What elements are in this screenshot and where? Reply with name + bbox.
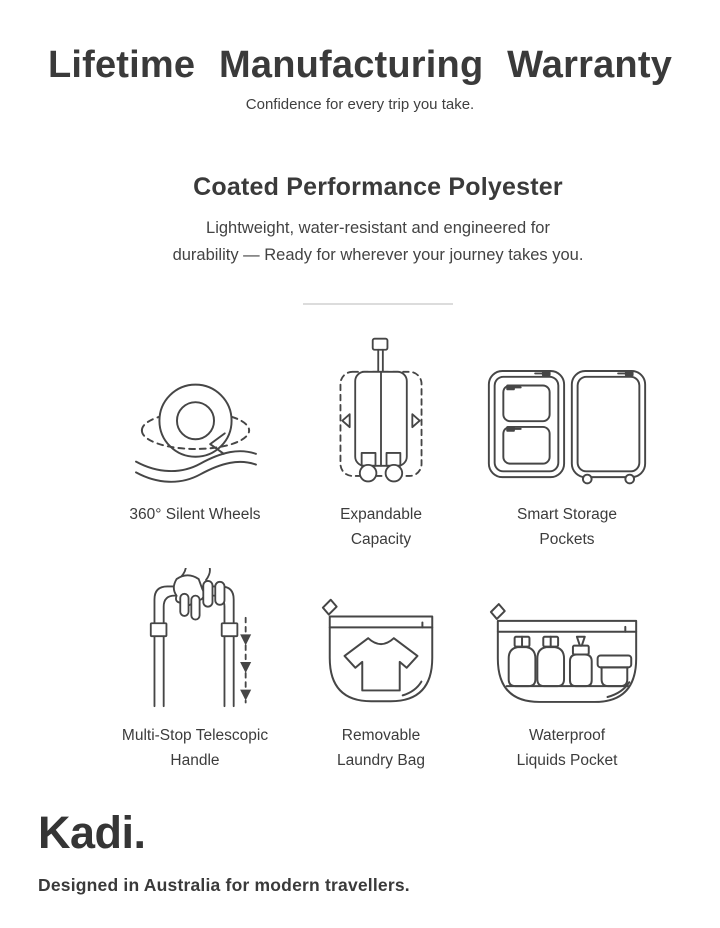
feature-label (517, 502, 617, 552)
feature-expandable-capacity (288, 335, 474, 552)
feature-label-line2: Pockets (539, 531, 595, 548)
feature-label-line1: Waterproof (528, 727, 606, 744)
material-description (36, 215, 720, 269)
feature-label-line2: Liquids Pocket (516, 752, 618, 769)
brand-footer (38, 807, 720, 896)
feature-label-line2: Capacity (350, 531, 412, 548)
material-description-line2: durability — Ready for wherever your journey takes you. (172, 246, 584, 264)
brand-logo: Kadi. (38, 807, 146, 858)
feature-silent-wheels (102, 335, 288, 552)
smart-storage-icon (485, 335, 649, 487)
telescopic-handle-icon (134, 568, 256, 708)
feature-label (337, 723, 425, 773)
page-subtitle: Confidence for every trip you take. (245, 96, 475, 113)
feature-label (517, 723, 618, 773)
feature-label-line2: Handle (170, 752, 220, 769)
feature-liquids-pocket (474, 568, 660, 773)
feature-label (122, 723, 268, 773)
feature-smart-storage (474, 335, 660, 552)
feature-label-line1: Expandable (340, 506, 422, 523)
feature-label-line1: Smart Storage (517, 506, 617, 523)
expandable-capacity-icon (321, 335, 441, 487)
material-section (0, 173, 720, 269)
silent-wheels-icon (132, 335, 259, 487)
feature-grid (102, 335, 662, 773)
feature-label (340, 502, 422, 552)
page-title: Lifetime Manufacturing Warranty (47, 44, 673, 86)
feature-telescopic-handle (102, 568, 288, 773)
material-description-line1: Lightweight, water-resistant and engineered for (206, 219, 550, 237)
brand-tagline: Designed in Australia for modern travellers. (38, 875, 410, 895)
section-divider (303, 303, 453, 305)
material-heading: Coated Performance Polyester (193, 173, 563, 201)
liquids-pocket-icon (483, 568, 651, 708)
feature-laundry-bag (288, 568, 474, 773)
feature-label-line2: Laundry Bag (337, 752, 425, 769)
feature-label-line1: Multi-Stop Telescopic (121, 727, 269, 744)
feature-label (129, 502, 260, 527)
feature-label-line1: Removable (341, 727, 421, 744)
feature-label-line1: 360° Silent Wheels (129, 506, 261, 523)
header (0, 0, 720, 113)
laundry-bag-icon (312, 568, 450, 708)
